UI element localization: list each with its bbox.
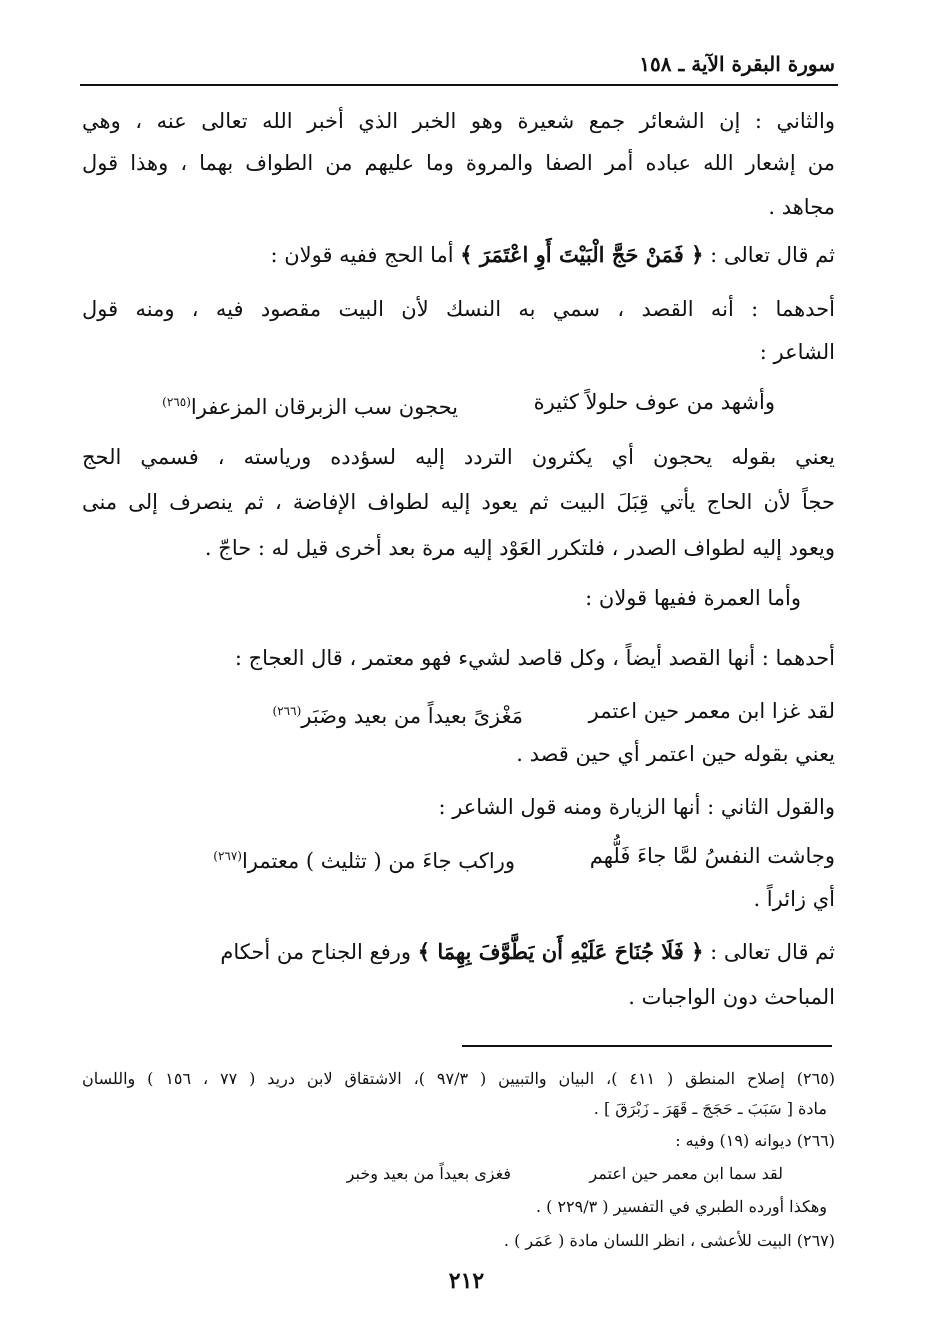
paragraph-line: أي زائراً . <box>753 887 835 911</box>
footnote-line: مادة [ سَبَبَ ـ حَجَجَ ـ قَهَرَ ـ زَبْرَقَ ] . <box>593 1099 827 1118</box>
poem-hemistich <box>273 697 523 730</box>
text-segment: ورفع الجناح من أحكام <box>220 940 418 964</box>
footnote-verse: فغزى بعيداً من بعيد وخبر <box>346 1164 511 1183</box>
paragraph-line: والثاني : إن الشعائر جمع شعيرة وهو الخبر الذي أخبر الله تعالى عنه ، وهي <box>82 109 835 133</box>
paragraph-line: يعني بقوله حين اعتمر أي حين قصد . <box>516 742 835 766</box>
running-title: سورة البقرة الآية ـ ١٥٨ <box>639 52 835 76</box>
poem-hemistich: وأشهد من عوف حلولاً كثيرة <box>533 390 775 414</box>
paragraph-line: أحدهما : أنه القصد ، سمي به النسك لأن البيت مقصود فيه ، ومنه قول <box>82 297 835 321</box>
paragraph-line: المباحث دون الواجبات . <box>628 985 835 1009</box>
paragraph-line-with-quran <box>82 241 835 269</box>
footnote-ref: (٢٦٧) <box>213 849 242 863</box>
paragraph-line: مجاهد . <box>768 195 835 219</box>
footnote-line: (٢٦٦) ديوانه (١٩) وفيه : <box>675 1131 835 1150</box>
footnote-verse: لقد سما ابن معمر حين اعتمر <box>589 1164 783 1183</box>
paragraph-line: والقول الثاني : أنها الزيارة ومنه قول الشاعر : <box>438 795 835 819</box>
footnote-line: (٢٦٥) إصلاح المنطق ( ٤١١ )، البيان والتبيين ( ٩٧/٣ )، الاشتقاق لابن دريد ( ٧٧ ، ١٥٦ ) واللسان <box>82 1069 836 1088</box>
text-segment: ثم قال تعالى : <box>703 940 835 964</box>
paragraph-line: الشاعر : <box>759 340 835 364</box>
poem-hemistich <box>162 388 458 421</box>
poem-hemistich <box>213 842 515 875</box>
text-segment: أما الحج ففيه قولان : <box>270 243 461 267</box>
hemistich-text: مَغْزىً بعيداً من بعيد وضَبَر <box>301 704 523 728</box>
quran-verse: ﴿ فَمَنْ حَجَّ الْبَيْتَ أَوِ اعْتَمَرَ ﴾ <box>460 242 704 267</box>
header-rule <box>80 84 838 86</box>
text-segment: ثم قال تعالى : <box>703 243 835 267</box>
paragraph-line: يعني بقوله يحجون أي يكثرون التردد إليه لسؤدده ورياسته ، فسمي الحج <box>82 445 835 469</box>
hemistich-text: وراكب جاءَ من ( تثليث ) معتمرا <box>241 849 515 873</box>
paragraph-line: من إشعار الله عباده أمر الصفا والمروة وما عليهم من الطواف بهما ، وهذا قول <box>82 151 835 175</box>
footnote-ref: (٢٦٦) <box>272 704 302 718</box>
footnote-line: (٢٦٧) البيت للأعشى ، انظر اللسان مادة ( عَمَر ) . <box>503 1231 835 1250</box>
paragraph-line: حجاً لأن الحاج يأتي قِبَلَ البيت ثم يعود إليه لطواف الإفاضة ، ثم ينصرف إلى منى <box>82 490 835 514</box>
quran-verse: ﴿ فَلَا جُنَاحَ عَلَيْهِ أَن يَطَّوَّفَ بِهِمَا ﴾ <box>417 939 704 964</box>
footnote-line: وهكذا أورده الطبري في التفسير ( ٢٢٩/٣ ) . <box>535 1197 827 1216</box>
poem-hemistich: لقد غزا ابن معمر حين اعتمر <box>588 699 835 723</box>
hemistich-text: يحجون سب الزبرقان المزعفرا <box>190 395 458 419</box>
paragraph-line-with-quran <box>82 938 835 966</box>
poem-hemistich: وجاشت النفسُ لمَّا جاءَ فَلُّهم <box>589 844 835 868</box>
paragraph-line: وأما العمرة ففيها قولان : <box>585 586 801 610</box>
footnote-ref: (٢٦٥) <box>162 395 191 409</box>
paragraph-line: أحدهما : أنها القصد أيضاً ، وكل قاصد لشيء فهو معتمر ، قال العجاج : <box>234 646 835 670</box>
paragraph-line: ويعود إليه لطواف الصدر ، فلتكرر العَوْد إليه مرة بعد أخرى قيل له : حاجّ . <box>204 536 835 560</box>
footnote-rule <box>462 1045 832 1047</box>
page-number: ٢١٢ <box>448 1268 485 1294</box>
